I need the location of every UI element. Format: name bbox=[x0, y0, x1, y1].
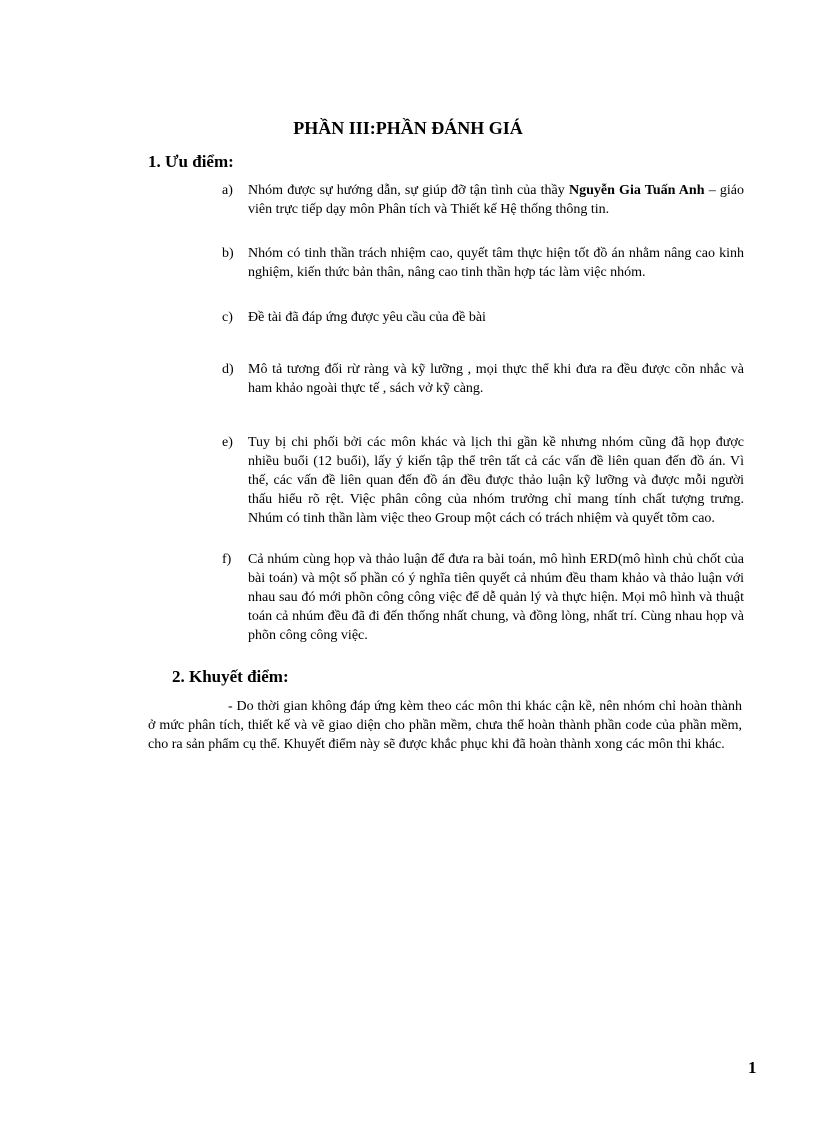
list-item-a bbox=[222, 181, 744, 219]
list-marker: b) bbox=[222, 246, 234, 261]
list-marker: f) bbox=[222, 552, 232, 567]
list-item-f bbox=[222, 550, 744, 645]
list-marker: e) bbox=[222, 435, 233, 450]
section-heading-advantages: 1. Ưu điểm: bbox=[148, 152, 234, 171]
list-item-text: Tuy bị chi phối bởi các môn khác và lịch thi gần kề nhưng nhóm cũng đã họp được nhiều buổi (12 buổi), lấy ý kiến tập thể trên tất cả các vấn đề liên quan đến đồ án. Vì thế, các vấn đề liên quan đến đồ án đều được thảo luận kỹ lưỡng và được mỗi người thấu hiểu rõ rệt. Việc phân công của nhóm trưởng chỉ mang tính chất tượng trưng. Nhúm có tinh thần làm việc theo Group một cách có trách nhiệm và quyết tõm cao. bbox=[248, 435, 744, 526]
page-title: PHẦN III:PHẦN ĐÁNH GIÁ bbox=[293, 118, 523, 138]
list-marker: c) bbox=[222, 310, 233, 325]
list-item-text: Cả nhúm cùng họp và thảo luận để đưa ra bài toán, mô hình ERD(mô hình chủ chốt của bài toán) và một số phần có ý nghĩa tiên quyết cả nhúm đều tham khảo và thảo luận với nhau sau đó mới phõn công công việc để dễ quản lý và thực hiện. Mọi mô hình và thuật toán cả nhúm đều đã đi đến thống nhất chung, và đồng lòng, nhất trí. Cùng nhau họp và phõn công công việc. bbox=[248, 552, 744, 643]
list-marker: d) bbox=[222, 362, 234, 377]
page-number: 1 bbox=[748, 1058, 757, 1077]
list-item-text: Nhóm được sự hướng dẫn, sự giúp đỡ tận tình của thầy Nguyễn Gia Tuấn Anh – giáo viên trực tiếp dạy môn Phân tích và Thiết kế Hệ thống thông tin. bbox=[248, 183, 744, 217]
list-marker: a) bbox=[222, 183, 233, 198]
list-item-d bbox=[222, 360, 744, 398]
teacher-name: Nguyễn Gia Tuấn Anh bbox=[568, 183, 705, 198]
list-item-e bbox=[222, 433, 744, 528]
list-item-text: Nhóm có tinh thần trách nhiệm cao, quyết tâm thực hiện tốt đồ án nhằm nâng cao kinh nghiệm, kiến thức bản thân, nâng cao tinh thần hợp tác làm việc nhóm. bbox=[248, 246, 744, 280]
list-item-text: Đề tài đã đáp ứng được yêu cầu của đề bài bbox=[248, 310, 486, 325]
section-heading-disadvantages: 2. Khuyết điểm: bbox=[172, 667, 289, 686]
list-item-text: Mô tả tương đối rừ ràng và kỹ lưỡng , mọi thực thể khi đưa ra đều được cõn nhắc và ham khảo ngoài thực tế , sách vở kỹ càng. bbox=[248, 362, 744, 396]
list-item-c bbox=[222, 308, 744, 327]
disadvantages-paragraph: - Do thời gian không đáp ứng kèm theo các môn thi khác cận kề, nên nhóm chỉ hoàn thành ở mức phân tích, thiết kế và vẽ giao diện cho phần mềm, chưa thể hoàn thành phần code của phần mềm, cho ra sản phẩm cụ thể. Khuyết điểm này sẽ được khắc phục khi đã hoàn thành xong các môn thi khác. bbox=[148, 699, 742, 752]
list-item-b bbox=[222, 244, 744, 282]
